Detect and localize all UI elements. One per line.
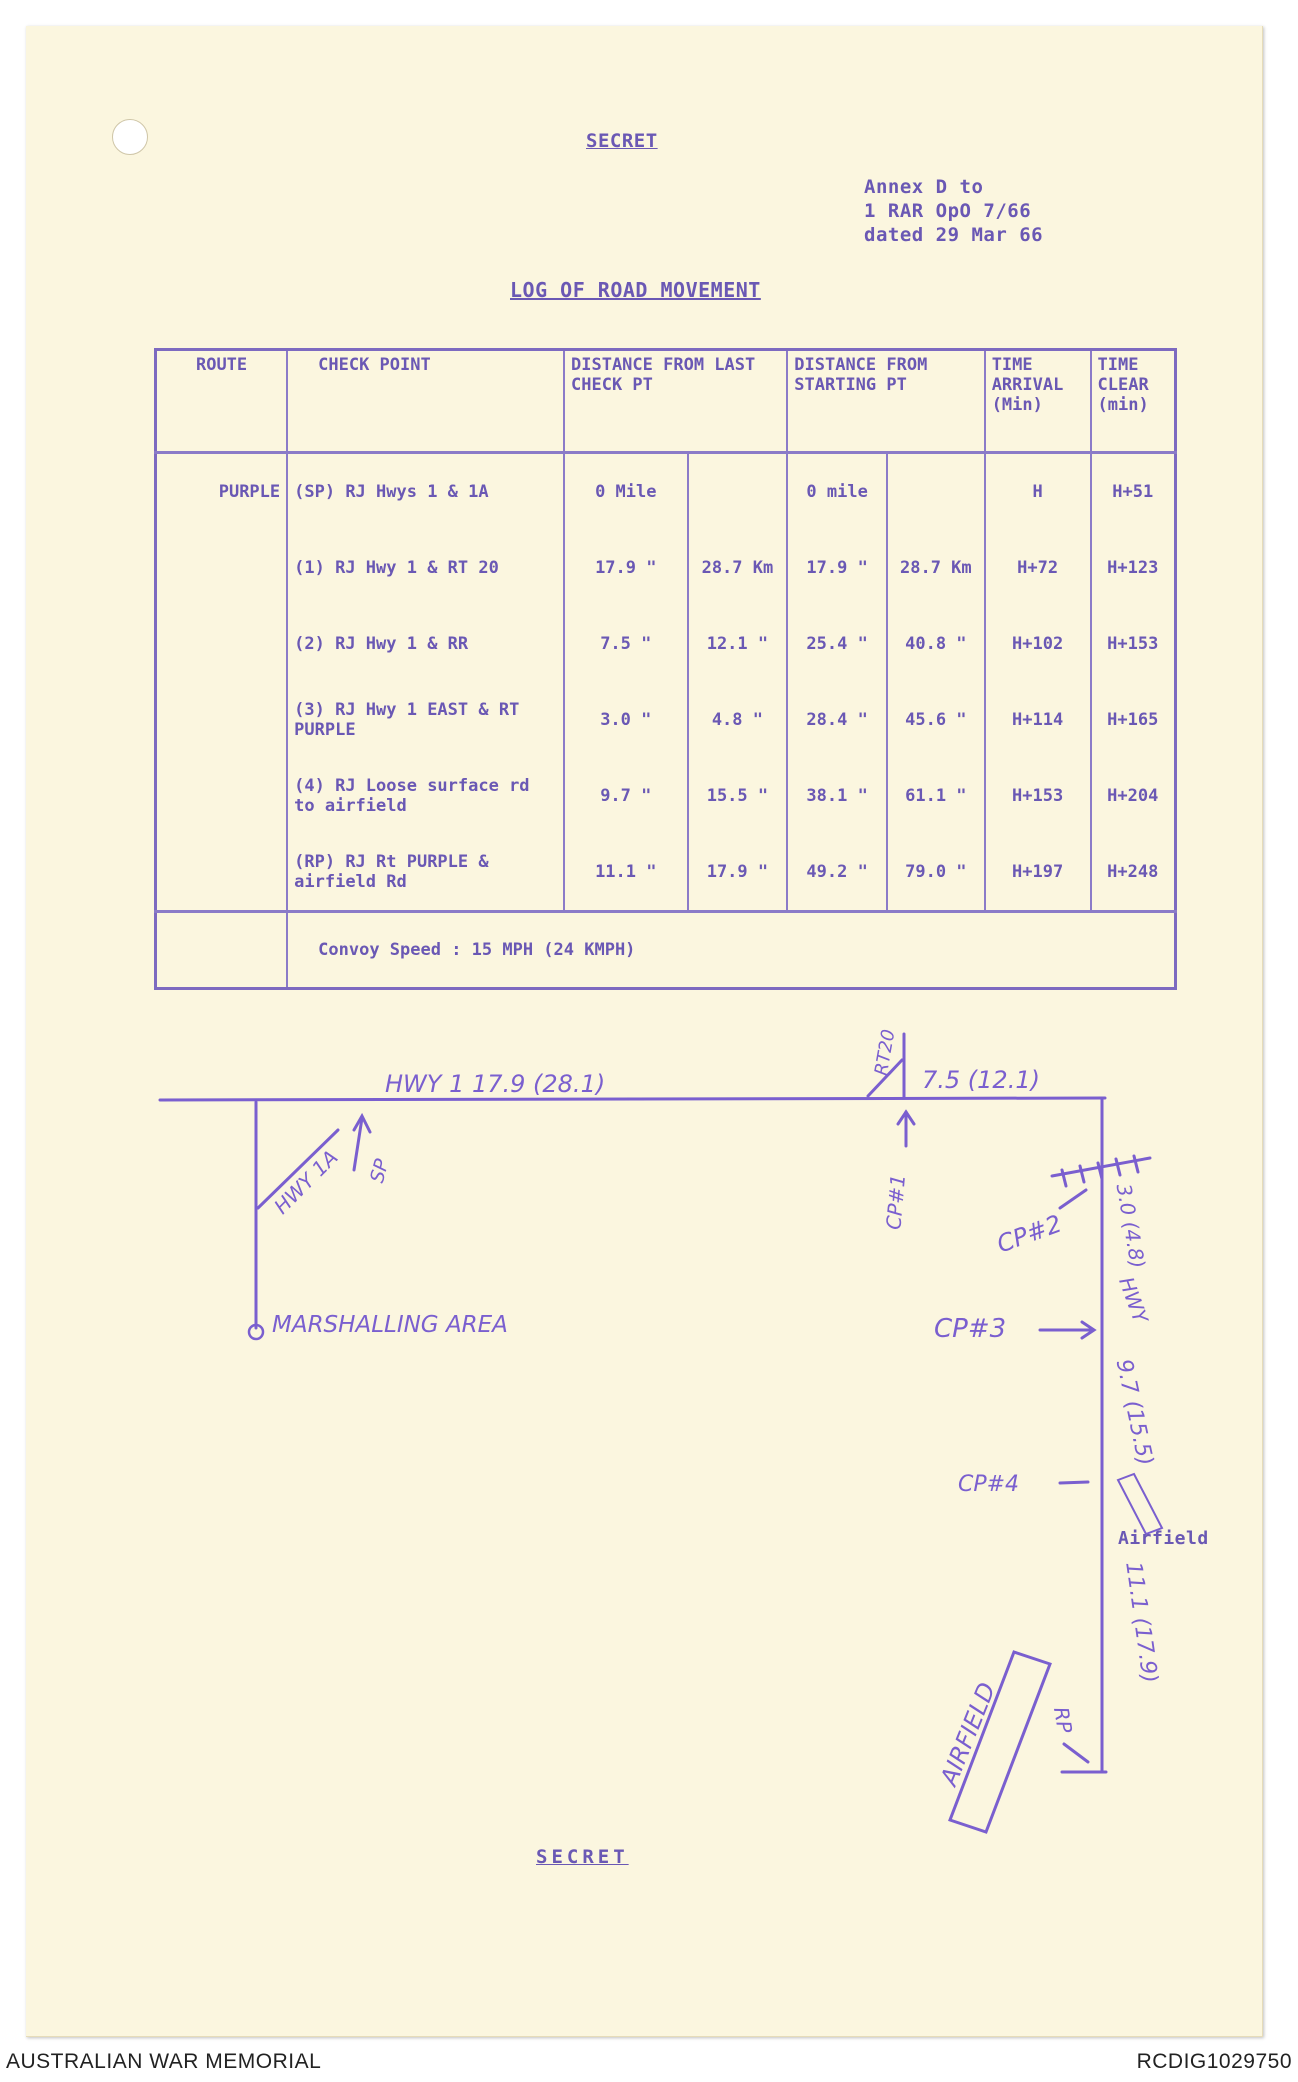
clear-cell: H+204 [1091,758,1176,834]
check-point-cell: (SP) RJ Hwys 1 & 1A [287,453,564,531]
hwy1a-label: HWY 1A [269,1145,343,1219]
check-point-cell: (RP) RJ Rt PURPLE & airfield Rd [287,834,564,912]
cp1-label: CP#1 [881,1173,911,1231]
start-mi-cell: 25.4 " [787,606,887,682]
road-label-hwy1: HWY 1 17.9 (28.1) [385,1070,606,1098]
cp2-arrow [1060,1190,1086,1208]
last-km-cell: 28.7 Km [688,530,788,606]
convoy-speed: Convoy Speed : 15 MPH (24 KMPH) [287,912,1175,989]
cp4-arrow [1060,1482,1088,1483]
check-point-cell: (3) RJ Hwy 1 EAST & RT PURPLE [287,682,564,758]
start-km-cell: 40.8 " [887,606,985,682]
arrival-cell: H+153 [985,758,1091,834]
clear-cell: H+123 [1091,530,1176,606]
document-title: LOG OF ROAD MOVEMENT [510,278,761,302]
start-km-cell: 28.7 Km [887,530,985,606]
start-km-cell: 61.1 " [887,758,985,834]
road-label-segment-2: 7.5 (12.1) [922,1066,1040,1094]
arrival-cell: H [985,453,1091,531]
last-km-cell: 4.8 " [688,682,788,758]
marshalling-area-label: MARSHALLING AREA [272,1312,508,1338]
cp4-label: CP#4 [958,1472,1020,1497]
check-point-cell: (4) RJ Loose surface rd to airfield [287,758,564,834]
segment-5-label: 11.1 (17.9) [1120,1560,1162,1685]
bottom-classification: SECRET [536,1846,629,1868]
archive-caption-left: AUSTRALIAN WAR MEMORIAL [6,2050,322,2073]
airfield-hand-label: AIRFIELD [934,1678,1002,1790]
rp-arrow [1064,1744,1088,1762]
start-mi-cell: 38.1 " [787,758,887,834]
start-mi-cell: 0 mile [787,453,887,531]
start-mi-cell: 49.2 " [787,834,887,912]
last-mi-cell: 0 Mile [564,453,688,531]
clear-cell: H+165 [1091,682,1176,758]
annex-line-1: Annex D to [864,176,984,198]
cp2-label: CP#2 [993,1209,1066,1259]
start-mi-cell: 17.9 " [787,530,887,606]
hwy-label: HWY [1114,1273,1153,1327]
route-cell: PURPLE [156,453,288,531]
check-point-cell: (2) RJ Hwy 1 & RR [287,606,564,682]
clear-cell: H+153 [1091,606,1176,682]
arrival-cell: H+72 [985,530,1091,606]
airfield-typed-label: Airfield [1118,1528,1209,1549]
arrival-cell: H+114 [985,682,1091,758]
arrival-cell: H+102 [985,606,1091,682]
arrival-cell: H+197 [985,834,1091,912]
annex-line-2: 1 RAR OpO 7/66 [864,200,1032,222]
rr-segment-label: 3.0 (4.8) [1111,1181,1151,1271]
top-classification: SECRET [586,130,658,152]
last-km-cell: 12.1 " [688,606,788,682]
last-mi-cell: 7.5 " [564,606,688,682]
archive-caption-right: RCDIG1029750 [1136,2050,1292,2073]
hwy1-road-line [160,1098,1105,1100]
last-km-cell: 17.9 " [688,834,788,912]
col-dist-last: DISTANCE FROM LAST CHECK PT [564,350,787,453]
last-mi-cell: 9.7 " [564,758,688,834]
start-km-cell: 45.6 " [887,682,985,758]
col-time-arrival: TIME ARRIVAL (Min) [985,350,1091,453]
check-point-cell: (1) RJ Hwy 1 & RT 20 [287,530,564,606]
col-dist-start: DISTANCE FROM STARTING PT [787,350,984,453]
annex-line-3: dated 29 Mar 66 [864,224,1044,246]
airfield-strip-small [1118,1474,1162,1534]
clear-cell: H+51 [1091,453,1176,531]
segment-4-label: 9.7 (15.5) [1110,1357,1158,1468]
col-route: ROUTE [156,350,288,453]
rp-label: RP [1048,1705,1078,1735]
rt20-label: RT20 [870,1027,900,1078]
col-time-clear: TIME CLEAR (min) [1091,350,1176,453]
last-mi-cell: 3.0 " [564,682,688,758]
clear-cell: H+248 [1091,834,1176,912]
start-mi-cell: 28.4 " [787,682,887,758]
col-check-point: CHECK POINT [287,350,564,453]
cp3-label: CP#3 [934,1314,1007,1344]
last-mi-cell: 17.9 " [564,530,688,606]
last-km-cell: 15.5 " [688,758,788,834]
last-mi-cell: 11.1 " [564,834,688,912]
start-km-cell: 79.0 " [887,834,985,912]
sp-label: SP [366,1156,394,1186]
